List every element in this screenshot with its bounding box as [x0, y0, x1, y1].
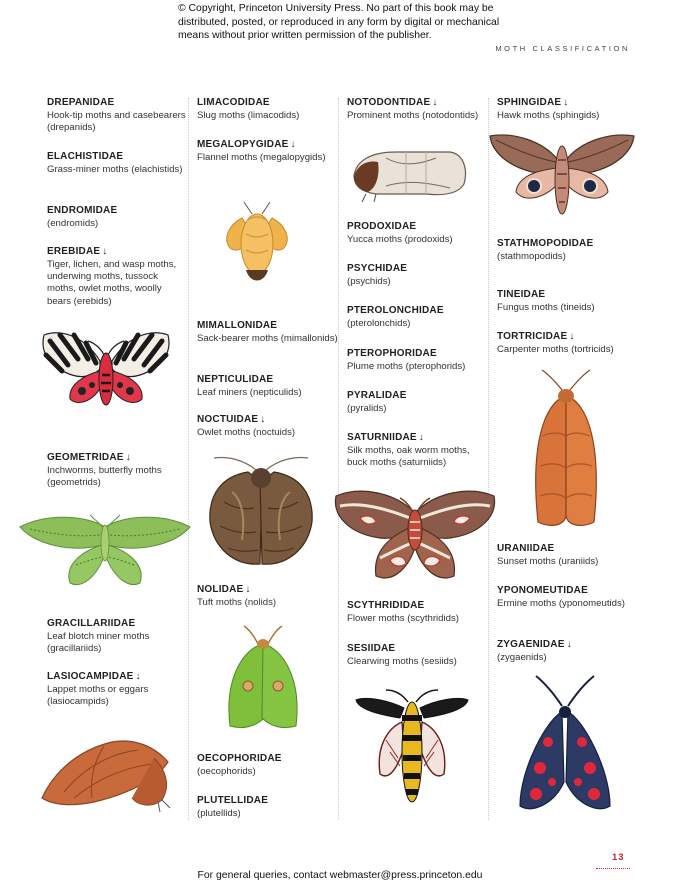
family-description: Clearwing moths (sesiids)	[347, 656, 457, 667]
family-name: MIMALLONIDAE	[197, 320, 278, 331]
hawk-moth-image	[486, 130, 638, 226]
family-description: Ermine moths (yponomeutids)	[497, 598, 625, 609]
family-description: Hawk moths (sphingids)	[497, 110, 600, 121]
family-entry	[497, 584, 637, 610]
arrow-down-icon: ↓	[566, 639, 572, 650]
burnet-moth-image	[510, 672, 620, 818]
family-name: GRACILLARIIDAE	[47, 618, 136, 629]
prominent-moth-image	[346, 136, 472, 206]
family-entry	[47, 670, 187, 708]
family-entry	[497, 96, 637, 122]
flannel-moth-image	[212, 194, 302, 290]
family-description: Prominent moths (notodontids)	[347, 110, 479, 121]
family-entry	[347, 347, 489, 373]
family-name: PTEROLONCHIDAE	[347, 305, 444, 316]
family-description: (oecophorids)	[197, 766, 256, 777]
family-entry	[47, 617, 187, 655]
family-entry	[47, 451, 187, 489]
family-description: Fungus moths (tineids)	[497, 302, 595, 313]
family-name: ZYGAENIDAE	[497, 639, 565, 650]
family-name: NOLIDAE	[197, 584, 244, 595]
family-name: NEPTICULIDAE	[197, 374, 274, 385]
family-description: Flower moths (scythridids)	[347, 613, 459, 624]
family-description: Flannel moths (megalopygids)	[197, 152, 326, 163]
family-name: OECOPHORIDAE	[197, 753, 282, 764]
family-description: Yucca moths (prodoxids)	[347, 234, 453, 245]
family-name: LASIOCAMPIDAE	[47, 671, 134, 682]
family-name: NOCTUIDAE	[197, 414, 259, 425]
family-entry	[47, 245, 187, 308]
family-entry	[347, 431, 489, 469]
footer-contact: For general queries, contact webmaster@press.princeton.edu	[197, 870, 483, 881]
lappet-moth-image	[34, 728, 180, 816]
family-name: PTEROPHORIDAE	[347, 348, 437, 359]
family-entry	[47, 150, 187, 176]
family-description: Leaf blotch miner moths (gracillariids)	[47, 631, 150, 655]
arrow-down-icon: ↓	[260, 414, 266, 425]
silk-moth-image	[330, 482, 500, 586]
family-name: PRODOXIDAE	[347, 221, 417, 232]
running-head: MOTH CLASSIFICATION	[495, 44, 630, 53]
family-name: URANIIDAE	[497, 543, 555, 554]
family-entry	[347, 262, 489, 288]
family-entry	[347, 220, 489, 246]
family-name: PYRALIDAE	[347, 390, 407, 401]
arrow-down-icon: ↓	[125, 452, 131, 463]
family-description: (pyralids)	[347, 403, 387, 414]
family-name: YPONOMEUTIDAE	[497, 585, 588, 596]
family-description: Tuft moths (nolids)	[197, 597, 277, 608]
family-entry	[47, 96, 187, 134]
owlet-moth-image	[204, 452, 318, 572]
arrow-down-icon: ↓	[569, 331, 575, 342]
family-description: Carpenter moths (tortricids)	[497, 344, 614, 355]
family-entry	[347, 304, 489, 330]
arrow-down-icon: ↓	[563, 97, 569, 108]
family-name: TINEIDAE	[497, 289, 546, 300]
family-name: SPHINGIDAE	[497, 97, 562, 108]
family-description: Plume moths (pterophorids)	[347, 361, 466, 372]
family-description: Lappet moths or eggars (lasiocampids)	[47, 684, 149, 708]
family-description: (plutellids)	[197, 808, 241, 819]
family-name: LIMACODIDAE	[197, 97, 270, 108]
family-description: Tiger, lichen, and wasp moths, underwing moths, tussock moths, owlet moths, woolly bears (erebids)	[47, 259, 177, 307]
family-name: TORTRICIDAE	[497, 331, 568, 342]
family-name: STATHMOPODIDAE	[497, 238, 594, 249]
family-entry	[197, 96, 339, 122]
family-name: SATURNIIDAE	[347, 432, 417, 443]
arrow-down-icon: ↓	[135, 671, 141, 682]
family-description: Silk moths, oak worm moths, buck moths (saturniids)	[347, 445, 470, 469]
family-name: ENDROMIDAE	[47, 205, 118, 216]
family-description: Grass-miner moths (elachistids)	[47, 164, 183, 175]
family-entry	[47, 204, 187, 230]
column-divider	[188, 98, 189, 820]
family-description: Leaf miners (nepticulids)	[197, 387, 302, 398]
family-entry	[347, 96, 489, 122]
column-divider	[338, 98, 339, 820]
family-description: Inchworms, butterfly moths (geometrids)	[47, 465, 162, 489]
family-entry	[197, 373, 339, 399]
family-description: Sack-bearer moths (mimallonids)	[197, 333, 338, 344]
family-entry	[497, 237, 637, 263]
family-name: PSYCHIDAE	[347, 263, 408, 274]
family-name: GEOMETRIDAE	[47, 452, 124, 463]
arrow-down-icon: ↓	[102, 246, 108, 257]
arrow-down-icon: ↓	[432, 97, 438, 108]
copyright-notice: © Copyright, Princeton University Press. No part of this book may be distributed, posted, or reproduced in any form by digital or mechanical means without prior written permission of the publisher.	[178, 3, 500, 42]
family-description: (zygaenids)	[497, 652, 547, 663]
arrow-down-icon: ↓	[290, 139, 296, 150]
family-name: MEGALOPYGIDAE	[197, 139, 289, 150]
family-entry	[197, 413, 339, 439]
family-description: Hook-tip moths and casebearers (drepanids)	[47, 110, 186, 134]
arrow-down-icon: ↓	[418, 432, 424, 443]
family-entry	[197, 794, 339, 820]
family-name: PLUTELLIDAE	[197, 795, 269, 806]
family-description: Slug moths (limacodids)	[197, 110, 300, 121]
family-entry	[197, 752, 339, 778]
arrow-down-icon: ↓	[245, 584, 251, 595]
family-entry	[497, 542, 637, 568]
family-name: SCYTHRIDIDAE	[347, 600, 425, 611]
family-description: Sunset moths (uraniids)	[497, 556, 599, 567]
tortricid-moth-image	[518, 366, 614, 530]
tuft-moth-image	[208, 622, 318, 734]
family-entry	[347, 642, 489, 668]
clearwing-moth-image	[350, 688, 474, 814]
family-entry	[197, 583, 339, 609]
family-name: SESIIDAE	[347, 643, 396, 654]
family-entry	[347, 389, 489, 415]
family-entry	[497, 288, 637, 314]
page-number-rule	[596, 868, 630, 869]
family-description: Owlet moths (noctuids)	[197, 427, 296, 438]
family-name: NOTODONTIDAE	[347, 97, 431, 108]
family-entry	[497, 638, 637, 664]
family-description: (psychids)	[347, 276, 391, 287]
family-entry	[347, 599, 489, 625]
family-entry	[197, 319, 339, 345]
family-name: EREBIDAE	[47, 246, 101, 257]
family-entry	[497, 330, 637, 356]
green-geometrid-moth-image	[16, 505, 194, 591]
family-entry	[197, 138, 339, 164]
family-name: DREPANIDAE	[47, 97, 115, 108]
tiger-moth-image	[38, 325, 174, 415]
page-number: 13	[612, 852, 625, 863]
family-description: (pterolonchids)	[347, 318, 411, 329]
family-name: ELACHISTIDAE	[47, 151, 124, 162]
family-description: (stathmopodids)	[497, 251, 566, 262]
family-description: (endromids)	[47, 218, 99, 229]
